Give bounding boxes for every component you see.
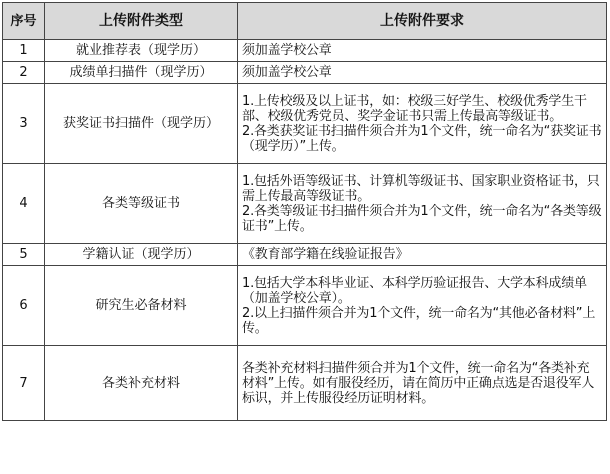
row-attachment-type: 学籍认证（现学历）: [45, 244, 238, 266]
header-type: 上传附件类型: [45, 3, 238, 40]
row-requirement: [238, 164, 607, 244]
row-requirement: [238, 266, 607, 346]
row-requirement: [238, 346, 607, 421]
requirement-line: 须加盖学校公章: [242, 65, 332, 80]
requirement-line: 1.包括大学本科毕业证、本科学历验证报告、大学本科成绩单（加盖学校公章）。: [242, 275, 587, 306]
requirement-line: 须加盖学校公章: [242, 43, 332, 58]
row-attachment-type: 就业推荐表（现学历）: [45, 40, 238, 62]
row-attachment-type: 各类等级证书: [45, 164, 238, 244]
row-index: 4: [3, 164, 45, 244]
row-index: 3: [3, 84, 45, 164]
table-row: [3, 62, 607, 84]
requirement-line: 《教育部学籍在线验证报告》: [242, 247, 409, 262]
requirement-line: 2.各类等级证书扫描件须合并为1个文件，统一命名为“各类等级证书”上传。: [242, 203, 602, 234]
row-index: 2: [3, 62, 45, 84]
row-requirement: [238, 244, 607, 266]
attachment-requirements-table: [2, 2, 607, 421]
header-index: 序号: [3, 3, 45, 40]
row-requirement: [238, 62, 607, 84]
header-requirement: 上传附件要求: [238, 3, 607, 40]
row-requirement: [238, 84, 607, 164]
requirement-line: 2.各类获奖证书扫描件须合并为1个文件，统一命名为“获奖证书（现学历）”上传。: [242, 123, 602, 154]
requirement-line: 各类补充材料扫描件须合并为1个文件，统一命名为“各类补充材料”上传。如有服役经历，请在简历中正确点选是否退役军人标识，并上传服役经历证明材料。: [242, 360, 595, 406]
row-index: 7: [3, 346, 45, 421]
requirement-line: 2.以上扫描件须合并为1个文件，统一命名为“其他必备材料”上传。: [242, 305, 596, 336]
table-row: [3, 40, 607, 62]
table-row: [3, 164, 607, 244]
table-header-row: [3, 3, 607, 40]
table-row: [3, 346, 607, 421]
row-index: 6: [3, 266, 45, 346]
requirement-line: 1.包括外语等级证书、计算机等级证书、国家职业资格证书，只需上传最高等级证书。: [242, 173, 600, 204]
row-index: 5: [3, 244, 45, 266]
row-requirement: [238, 40, 607, 62]
table-row: [3, 266, 607, 346]
row-index: 1: [3, 40, 45, 62]
table-body: [3, 40, 607, 421]
table-row: [3, 84, 607, 164]
row-attachment-type: 获奖证书扫描件（现学历）: [45, 84, 238, 164]
row-attachment-type: 研究生必备材料: [45, 266, 238, 346]
row-attachment-type: 成绩单扫描件（现学历）: [45, 62, 238, 84]
requirement-line: 1.上传校级及以上证书，如：校级三好学生、校级优秀学生干部、校级优秀党员、奖学金证书只需上传最高等级证书。: [242, 93, 587, 124]
table-row: [3, 244, 607, 266]
row-attachment-type: 各类补充材料: [45, 346, 238, 421]
